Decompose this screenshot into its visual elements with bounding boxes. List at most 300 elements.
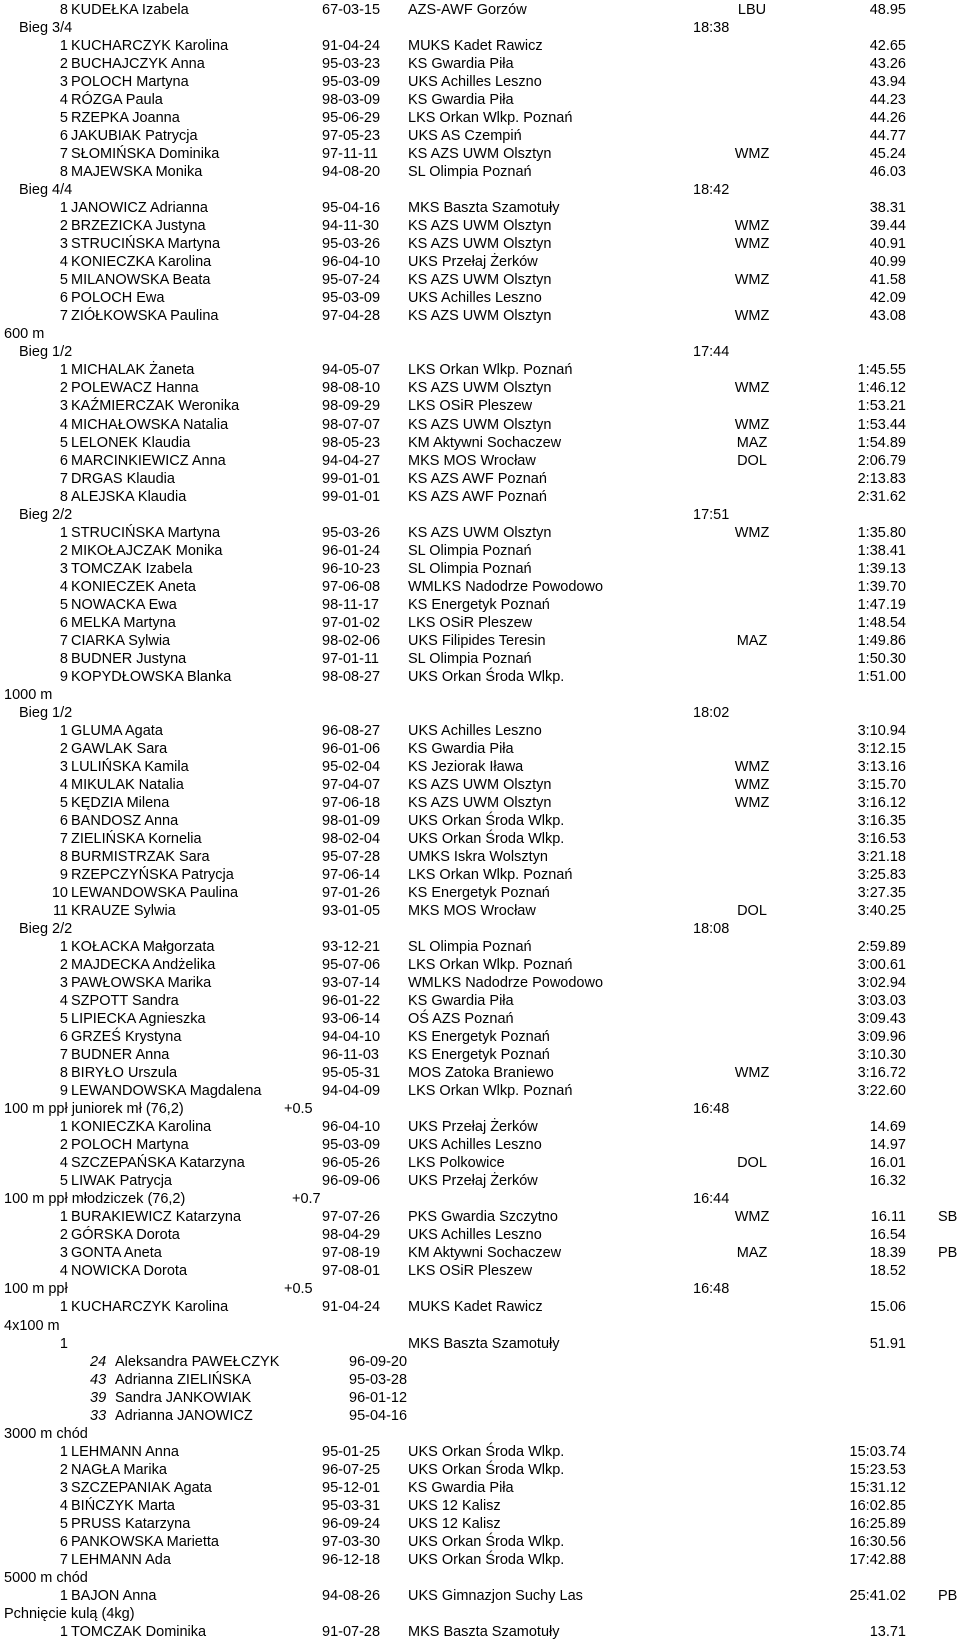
club-name: MOS Zatoka Braniewo bbox=[408, 1065, 554, 1082]
result-row bbox=[0, 1, 960, 19]
relay-member-row bbox=[0, 1389, 960, 1407]
place-number: 9 bbox=[59, 1083, 68, 1100]
result-value: 16.54 bbox=[869, 1227, 906, 1244]
heat-label: Bieg 1/2 bbox=[19, 704, 73, 721]
region-code: WMZ bbox=[734, 218, 770, 235]
birth-date: 96-11-03 bbox=[322, 1047, 379, 1064]
place-number: 7 bbox=[59, 1047, 68, 1064]
birth-date: 96-04-10 bbox=[322, 254, 381, 271]
place-number: 9 bbox=[59, 668, 68, 685]
result-row bbox=[0, 848, 960, 866]
birth-date: 95-03-26 bbox=[322, 524, 381, 541]
result-row bbox=[0, 1587, 960, 1605]
result-value: 1:48.54 bbox=[857, 614, 906, 631]
birth-date: 91-04-24 bbox=[322, 38, 381, 54]
athlete-name: DRGAS Klaudia bbox=[71, 470, 175, 487]
result-value: 46.03 bbox=[869, 164, 906, 181]
relay-member-name: Aleksandra PAWEŁCZYK bbox=[115, 1353, 280, 1370]
club-name: UKS Achilles Leszno bbox=[408, 74, 542, 91]
club-name: UKS Orkan Środa Wlkp. bbox=[408, 1533, 565, 1550]
club-name: WMLKS Nadodrze Powodowo bbox=[408, 975, 604, 992]
result-row bbox=[0, 722, 960, 740]
place-number: 1 bbox=[59, 200, 68, 217]
birth-date: 94-04-27 bbox=[322, 452, 381, 469]
result-row bbox=[0, 488, 960, 506]
result-value: 13.71 bbox=[869, 1623, 906, 1640]
heat-time: 17:51 bbox=[693, 506, 730, 523]
result-value: 18.39 bbox=[869, 1245, 906, 1262]
birth-date: 95-03-09 bbox=[322, 74, 381, 91]
result-value: 3:10.94 bbox=[857, 722, 906, 739]
heat-header bbox=[0, 920, 960, 938]
birth-date: 95-03-28 bbox=[349, 1371, 408, 1388]
event-time: 16:48 bbox=[693, 1281, 730, 1298]
result-row bbox=[0, 560, 960, 578]
place-number: 7 bbox=[59, 470, 68, 487]
bib-number: 39 bbox=[90, 1389, 107, 1406]
birth-date: 67-03-15 bbox=[322, 2, 381, 18]
place-number: 3 bbox=[59, 236, 68, 253]
result-row bbox=[0, 1479, 960, 1497]
result-row bbox=[0, 776, 960, 794]
birth-date: 99-01-01 bbox=[322, 470, 381, 487]
result-row bbox=[0, 145, 960, 163]
result-value: 44.77 bbox=[869, 128, 906, 145]
result-row bbox=[0, 1443, 960, 1461]
relay-member-row bbox=[0, 1407, 960, 1425]
birth-date: 98-02-06 bbox=[322, 632, 381, 649]
result-value: 17:42.88 bbox=[849, 1551, 906, 1568]
result-value: 3:03.03 bbox=[857, 993, 906, 1010]
athlete-name: GÓRSKA Dorota bbox=[71, 1227, 180, 1244]
event-header bbox=[0, 1100, 960, 1118]
result-value: 16:25.89 bbox=[849, 1515, 906, 1532]
result-row bbox=[0, 1244, 960, 1262]
birth-date: 93-06-14 bbox=[322, 1011, 381, 1028]
club-name: LKS OSiR Pleszew bbox=[408, 614, 533, 631]
result-row bbox=[0, 938, 960, 956]
result-value: 1:39.70 bbox=[857, 578, 906, 595]
birth-date: 91-07-28 bbox=[322, 1623, 381, 1640]
result-row bbox=[0, 1172, 960, 1190]
result-row bbox=[0, 199, 960, 217]
event-header bbox=[0, 1280, 960, 1298]
result-row bbox=[0, 163, 960, 181]
club-name: KS AZS AWF Poznań bbox=[408, 470, 547, 487]
result-value: 51.91 bbox=[869, 1335, 906, 1352]
birth-date: 95-06-29 bbox=[322, 110, 381, 127]
birth-date: 97-01-02 bbox=[322, 614, 381, 631]
region-code: WMZ bbox=[734, 416, 770, 433]
birth-date: 96-10-23 bbox=[322, 560, 381, 577]
birth-date: 98-08-10 bbox=[322, 380, 381, 397]
result-value: 43.26 bbox=[869, 56, 906, 73]
heat-time: 18:08 bbox=[693, 921, 730, 937]
event-title: 1000 m bbox=[4, 686, 53, 703]
place-number: 1 bbox=[59, 939, 68, 955]
place-number: 6 bbox=[59, 1029, 68, 1046]
heat-time: 18:38 bbox=[693, 20, 730, 36]
club-name: MUKS Kadet Rawicz bbox=[408, 1299, 543, 1316]
birth-date: 95-01-25 bbox=[322, 1443, 381, 1460]
event-header bbox=[0, 325, 960, 343]
result-row bbox=[0, 1226, 960, 1244]
result-row bbox=[0, 1136, 960, 1154]
result-row bbox=[0, 307, 960, 325]
result-row bbox=[0, 884, 960, 902]
birth-date: 95-03-09 bbox=[322, 290, 381, 307]
result-row bbox=[0, 650, 960, 668]
result-row bbox=[0, 1551, 960, 1569]
event-title: 5000 m chód bbox=[4, 1569, 88, 1586]
birth-date: 98-09-29 bbox=[322, 398, 381, 415]
athlete-name: MELKA Martyna bbox=[71, 614, 176, 631]
club-name: UKS 12 Kalisz bbox=[408, 1497, 501, 1514]
wind-value: +0.5 bbox=[284, 1101, 313, 1118]
result-row bbox=[0, 542, 960, 560]
club-name: LKS OSiR Pleszew bbox=[408, 1263, 533, 1280]
result-value: 3:21.18 bbox=[857, 848, 906, 865]
region-code: WMZ bbox=[734, 380, 770, 397]
result-row bbox=[0, 668, 960, 686]
athlete-name: KOPYDŁOWSKA Blanka bbox=[71, 668, 232, 685]
result-value: 3:22.60 bbox=[857, 1083, 906, 1100]
club-name: KS AZS UWM Olsztyn bbox=[408, 218, 552, 235]
athlete-name: POLOCH Martyna bbox=[71, 74, 189, 91]
result-value: 15:23.53 bbox=[849, 1461, 906, 1478]
relay-member-name: Adrianna ZIELIŃSKA bbox=[115, 1371, 252, 1388]
athlete-name: ZIÓŁKOWSKA Paulina bbox=[71, 308, 219, 325]
athlete-name: KONIECZKA Karolina bbox=[71, 1119, 212, 1136]
result-value: 25:41.02 bbox=[849, 1587, 906, 1604]
athlete-name: PRUSS Katarzyna bbox=[71, 1515, 191, 1532]
event-header bbox=[0, 1317, 960, 1335]
athlete-name: LIWAK Patrycja bbox=[71, 1173, 172, 1190]
club-name: UKS Orkan Środa Wlkp. bbox=[408, 812, 565, 829]
birth-date: 96-04-10 bbox=[322, 1119, 381, 1136]
region-code: WMZ bbox=[734, 1065, 770, 1082]
result-value: 3:10.30 bbox=[857, 1047, 906, 1064]
result-row bbox=[0, 794, 960, 812]
result-row bbox=[0, 1064, 960, 1082]
athlete-name: LEHMANN Anna bbox=[71, 1443, 179, 1460]
club-name: KS AZS UWM Olsztyn bbox=[408, 146, 552, 163]
birth-date: 97-01-11 bbox=[322, 650, 379, 667]
birth-date: 95-12-01 bbox=[322, 1479, 381, 1496]
club-name: UKS Achilles Leszno bbox=[408, 1137, 542, 1154]
place-number: 7 bbox=[59, 146, 68, 163]
region-code: WMZ bbox=[734, 794, 770, 811]
club-name: UMKS Iskra Wolsztyn bbox=[408, 848, 548, 865]
club-name: KS AZS UWM Olsztyn bbox=[408, 236, 552, 253]
athlete-name: KOŁACKA Małgorzata bbox=[71, 939, 215, 955]
birth-date: 91-04-24 bbox=[322, 1299, 381, 1316]
club-name: KS AZS UWM Olsztyn bbox=[408, 380, 552, 397]
athlete-name: LULIŃSKA Kamila bbox=[71, 758, 189, 775]
place-number: 6 bbox=[59, 128, 68, 145]
place-number: 2 bbox=[59, 56, 68, 73]
result-value: 1:51.00 bbox=[857, 668, 906, 685]
place-number: 4 bbox=[59, 776, 68, 793]
club-name: SL Olimpia Poznań bbox=[408, 164, 532, 181]
result-value: 1:53.21 bbox=[857, 398, 906, 415]
athlete-name: SZCZEPAŃSKA Katarzyna bbox=[71, 1155, 245, 1172]
birth-date: 94-04-09 bbox=[322, 1083, 381, 1100]
place-number: 2 bbox=[59, 542, 68, 559]
place-number: 8 bbox=[59, 2, 68, 18]
event-title: Pchnięcie kulą (4kg) bbox=[4, 1605, 135, 1622]
club-name: UKS Achilles Leszno bbox=[408, 722, 542, 739]
result-value: 2:13.83 bbox=[857, 470, 906, 487]
result-value: 3:09.43 bbox=[857, 1011, 906, 1028]
club-name: KS Gwardia Piła bbox=[408, 1479, 514, 1496]
place-number: 8 bbox=[59, 650, 68, 667]
club-name: KS Energetyk Poznań bbox=[408, 885, 550, 901]
result-row bbox=[0, 416, 960, 434]
birth-date: 97-06-14 bbox=[322, 867, 381, 883]
club-name: UKS Przełaj Żerków bbox=[408, 1173, 538, 1190]
region-code: MAZ bbox=[736, 434, 768, 451]
event-title: 3000 m chód bbox=[4, 1425, 88, 1442]
birth-date: 96-09-24 bbox=[322, 1515, 381, 1532]
athlete-name: RZEPKA Joanna bbox=[71, 110, 180, 127]
club-name: WMLKS Nadodrze Powodowo bbox=[408, 578, 604, 595]
result-value: 43.08 bbox=[869, 308, 906, 325]
athlete-name: MIKULAK Natalia bbox=[71, 776, 184, 793]
birth-date: 98-04-29 bbox=[322, 1227, 381, 1244]
result-value: 18.52 bbox=[869, 1263, 906, 1280]
region-code: WMZ bbox=[734, 146, 770, 163]
result-row bbox=[0, 1208, 960, 1226]
athlete-name: BIRYŁO Urszula bbox=[71, 1065, 178, 1082]
birth-date: 95-03-09 bbox=[322, 1137, 381, 1154]
result-row bbox=[0, 614, 960, 632]
club-name: PKS Gwardia Szczytno bbox=[408, 1209, 558, 1226]
birth-date: 93-01-05 bbox=[322, 903, 381, 919]
result-value: 3:15.70 bbox=[857, 776, 906, 793]
place-number: 2 bbox=[59, 380, 68, 397]
athlete-name: KRAUZE Sylwia bbox=[71, 903, 176, 919]
result-value: 2:31.62 bbox=[857, 488, 906, 505]
result-value: 16:30.56 bbox=[849, 1533, 906, 1550]
birth-date: 98-07-07 bbox=[322, 416, 381, 433]
athlete-name: STRUCIŃSKA Martyna bbox=[71, 524, 221, 541]
place-number: 1 bbox=[59, 1299, 68, 1316]
region-code: MAZ bbox=[736, 1245, 768, 1262]
heat-time: 18:02 bbox=[693, 704, 730, 721]
heat-header bbox=[0, 704, 960, 722]
place-number: 8 bbox=[59, 848, 68, 865]
place-number: 2 bbox=[59, 1461, 68, 1478]
place-number: 3 bbox=[59, 560, 68, 577]
athlete-name: NOWACKA Ewa bbox=[71, 596, 177, 613]
heat-label: Bieg 1/2 bbox=[19, 344, 73, 361]
athlete-name: CIARKA Sylwia bbox=[71, 632, 171, 649]
athlete-name: BUDNER Anna bbox=[71, 1047, 170, 1064]
club-name: LKS OSiR Pleszew bbox=[408, 398, 533, 415]
athlete-name: PAWŁOWSKA Marika bbox=[71, 975, 212, 992]
club-name: UKS Orkan Środa Wlkp. bbox=[408, 1461, 565, 1478]
place-number: 1 bbox=[59, 1623, 68, 1640]
event-title: 100 m ppł młodziczek (76,2) bbox=[4, 1191, 186, 1208]
birth-date: 99-01-01 bbox=[322, 488, 381, 505]
birth-date: 97-11-11 bbox=[322, 146, 378, 163]
result-value: 43.94 bbox=[869, 74, 906, 91]
result-value: 1:45.55 bbox=[857, 362, 906, 379]
result-row bbox=[0, 37, 960, 55]
birth-date: 96-12-18 bbox=[322, 1551, 381, 1568]
club-name: UKS Orkan Środa Wlkp. bbox=[408, 1551, 565, 1568]
result-row bbox=[0, 524, 960, 542]
athlete-name: TOMCZAK Izabela bbox=[71, 560, 193, 577]
relay-member-row bbox=[0, 1353, 960, 1371]
birth-date: 94-11-30 bbox=[322, 218, 379, 235]
athlete-name: TOMCZAK Dominika bbox=[71, 1623, 207, 1640]
athlete-name: ALEJSKA Klaudia bbox=[71, 488, 187, 505]
athlete-name: MILANOWSKA Beata bbox=[71, 272, 211, 289]
result-row bbox=[0, 91, 960, 109]
athlete-name: SZPOTT Sandra bbox=[71, 993, 179, 1010]
result-row bbox=[0, 902, 960, 920]
athlete-name: KUCHARCZYK Karolina bbox=[71, 1299, 229, 1316]
result-value: 39.44 bbox=[869, 218, 906, 235]
result-value: 1:38.41 bbox=[857, 542, 906, 559]
region-code: WMZ bbox=[734, 308, 770, 325]
place-number: 7 bbox=[59, 308, 68, 325]
bib-number: 43 bbox=[90, 1371, 107, 1388]
birth-date: 97-04-07 bbox=[322, 776, 381, 793]
place-number: 3 bbox=[59, 1245, 68, 1262]
result-value: 15:31.12 bbox=[849, 1479, 906, 1496]
result-value: 1:39.13 bbox=[857, 560, 906, 577]
club-name: KS Jeziorak Iława bbox=[408, 758, 524, 775]
birth-date: 96-07-25 bbox=[322, 1461, 381, 1478]
athlete-name: KAŹMIERCZAK Weronika bbox=[71, 398, 240, 415]
place-number: 6 bbox=[59, 290, 68, 307]
place-number: 4 bbox=[59, 1155, 68, 1172]
result-row bbox=[0, 109, 960, 127]
club-name: KS AZS UWM Olsztyn bbox=[408, 524, 552, 541]
result-value: 1:47.19 bbox=[857, 596, 906, 613]
athlete-name: RÓZGA Paula bbox=[71, 92, 163, 109]
result-row bbox=[0, 379, 960, 397]
birth-date: 96-01-24 bbox=[322, 542, 381, 559]
place-number: 4 bbox=[59, 92, 68, 109]
region-code: WMZ bbox=[734, 758, 770, 775]
record-mark: PB bbox=[938, 1587, 958, 1604]
club-name: UKS Orkan Środa Wlkp. bbox=[408, 1443, 565, 1460]
birth-date: 93-12-21 bbox=[322, 939, 381, 955]
place-number: 4 bbox=[59, 578, 68, 595]
athlete-name: KONIECZKA Karolina bbox=[71, 254, 212, 271]
result-value: 1:46.12 bbox=[857, 380, 906, 397]
birth-date: 97-06-18 bbox=[322, 794, 381, 811]
place-number: 9 bbox=[59, 867, 68, 883]
club-name: SL Olimpia Poznań bbox=[408, 650, 532, 667]
event-title: 600 m bbox=[4, 326, 45, 343]
birth-date: 95-03-31 bbox=[322, 1497, 381, 1514]
place-number: 8 bbox=[59, 488, 68, 505]
result-row bbox=[0, 235, 960, 253]
place-number: 1 bbox=[59, 1119, 68, 1136]
birth-date: 97-06-08 bbox=[322, 578, 381, 595]
result-value: 48.95 bbox=[869, 2, 906, 18]
club-name: UKS Achilles Leszno bbox=[408, 290, 542, 307]
birth-date: 95-03-26 bbox=[322, 236, 381, 253]
athlete-name: POLOCH Ewa bbox=[71, 290, 165, 307]
athlete-name: NAGŁA Marika bbox=[71, 1461, 167, 1478]
bib-number: 33 bbox=[90, 1407, 107, 1424]
result-value: 3:16.53 bbox=[857, 830, 906, 847]
athlete-name: LEHMANN Ada bbox=[71, 1551, 171, 1568]
result-row bbox=[0, 1298, 960, 1316]
birth-date: 96-08-27 bbox=[322, 722, 381, 739]
result-value: 16:02.85 bbox=[849, 1497, 906, 1514]
athlete-name: GONTA Aneta bbox=[71, 1245, 162, 1262]
bib-number: 24 bbox=[90, 1353, 107, 1370]
relay-member-name: Adrianna JANOWICZ bbox=[115, 1407, 253, 1424]
place-number: 4 bbox=[59, 1497, 68, 1514]
club-name: UKS Orkan Środa Wlkp. bbox=[408, 830, 565, 847]
result-value: 42.09 bbox=[869, 290, 906, 307]
athlete-name: SZCZEPANIAK Agata bbox=[71, 1479, 212, 1496]
club-name: KS Gwardia Piła bbox=[408, 993, 514, 1010]
place-number: 6 bbox=[59, 452, 68, 469]
athlete-name: PANKOWSKA Marietta bbox=[71, 1533, 219, 1550]
birth-date: 96-01-22 bbox=[322, 993, 381, 1010]
place-number: 5 bbox=[59, 272, 68, 289]
athlete-name: MICHALAK Żaneta bbox=[71, 362, 195, 379]
result-value: 1:50.30 bbox=[857, 650, 906, 667]
place-number: 6 bbox=[59, 812, 68, 829]
birth-date: 96-05-26 bbox=[322, 1155, 381, 1172]
heat-header bbox=[0, 343, 960, 361]
place-number: 1 bbox=[59, 362, 68, 379]
athlete-name: KONIECZEK Aneta bbox=[71, 578, 196, 595]
athlete-name: GAWLAK Sara bbox=[71, 740, 168, 757]
birth-date: 97-07-26 bbox=[322, 1209, 381, 1226]
result-value: 14.69 bbox=[869, 1119, 906, 1136]
place-number: 5 bbox=[59, 1011, 68, 1028]
athlete-name: STRUCIŃSKA Martyna bbox=[71, 236, 221, 253]
heat-time: 17:44 bbox=[693, 344, 730, 361]
result-value: 44.23 bbox=[869, 92, 906, 109]
club-name: SL Olimpia Poznań bbox=[408, 542, 532, 559]
club-name: KS Gwardia Piła bbox=[408, 740, 514, 757]
club-name: KS AZS UWM Olsztyn bbox=[408, 272, 552, 289]
place-number: 1 bbox=[59, 1209, 68, 1226]
club-name: LKS Polkowice bbox=[408, 1155, 505, 1172]
result-value: 2:06.79 bbox=[857, 452, 906, 469]
athlete-name: POLOCH Martyna bbox=[71, 1137, 189, 1154]
athlete-name: BURMISTRZAK Sara bbox=[71, 848, 210, 865]
result-value: 45.24 bbox=[869, 146, 906, 163]
result-row bbox=[0, 73, 960, 91]
place-number: 1 bbox=[59, 1587, 68, 1604]
club-name: UKS 12 Kalisz bbox=[408, 1515, 501, 1532]
place-number: 7 bbox=[59, 830, 68, 847]
place-number: 3 bbox=[59, 1479, 68, 1496]
birth-date: 94-04-10 bbox=[322, 1029, 381, 1046]
birth-date: 95-07-24 bbox=[322, 272, 381, 289]
club-name: MKS MOS Wrocław bbox=[408, 452, 536, 469]
club-name: KS Energetyk Poznań bbox=[408, 596, 550, 613]
event-title: 4x100 m bbox=[4, 1317, 60, 1334]
birth-date: 96-01-06 bbox=[322, 740, 381, 757]
birth-date: 98-11-17 bbox=[322, 596, 379, 613]
athlete-name: GRZEŚ Krystyna bbox=[71, 1029, 182, 1046]
athlete-name: MAJEWSKA Monika bbox=[71, 164, 203, 181]
